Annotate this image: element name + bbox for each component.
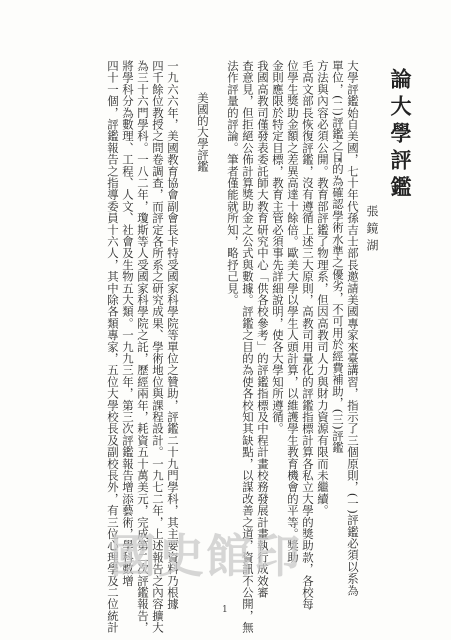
author-name: 張鏡湖 <box>365 205 379 256</box>
text-column: 一九六六年，美國教育協會副會長卡特受國家科學院等單位之贊助，評鑑二十九門學科，其主要資料乃根據 <box>166 60 180 610</box>
text-column: 我國高教司僅發表委託師大教育研究中心「供各校參考」的評鑑指標及中程計畫校務發展計畫執行成效審 <box>256 60 270 599</box>
text-column: 四十一個，評鑑報告之指導委員十六人，其中除各類專家，五位大學校長及副校長外，有三位心理學及二位統計 <box>106 60 120 634</box>
text-column: 將學科分為數理、工程、人文、社會及生物五大類。一九九三年，第三次評鑑報告增添藝術，學科數增 <box>121 60 135 587</box>
text-column: 金則應限於特定目標，教育主管必須事先詳細說明，使各大學知所遵循。 <box>271 60 285 435</box>
section-heading: 美國的大學評鑑 <box>196 92 210 172</box>
text-column: 單位，(二)評鑑之目的為確認學術水準之優劣，不可用於經費補助，(三)評鑑 <box>331 60 345 454</box>
watermark: 國史館印 <box>110 529 302 583</box>
text-column: 大學評鑑始自美國，七十年代孫吉士部長邀請美國專家來臺講習，指示了三個原則，(一)評鑑必須以系為 <box>346 60 360 596</box>
text-column: 毛高文部長恢復評鑑，沒有遵循上述三大原則，高教司用量化的評鑑指標計算各私立大學的獎助款，各校每 <box>301 60 315 610</box>
text-column: 法作評量的評論。筆者僅能就所知，略抒己見。 <box>226 60 240 306</box>
text-column: 查意見，但拒絕公佈計算獎助金之公式與數據。評鑑之目的為使各校知其缺點，以謀改善之道，資訊不公開，無 <box>241 60 255 634</box>
text-column: 位學生獎助金額之差異高達十餘倍。歐美大學以學生人頭計算，以維護學生教育機會的平等。獎助 <box>286 60 300 564</box>
text-column: 為三十六門學科。一八二年，瓊斯等人受國家科學院之託，歷經兩年，耗資五十萬美元，完成第二次評鑑報告， <box>136 60 150 634</box>
page-number: 1 <box>222 605 228 615</box>
text-column: 四千餘位教授之問卷調查，而評定各所系之研究成果、學術地位與課程設計。一九七二年，上述報告之內容擴大 <box>151 60 165 634</box>
page-title: 論大學評鑑 <box>388 68 412 203</box>
text-column: 方法與內容必須公開。教育部評鑑了物理系，但因高教司人力與財力資源有限而未繼續。 <box>316 60 330 517</box>
